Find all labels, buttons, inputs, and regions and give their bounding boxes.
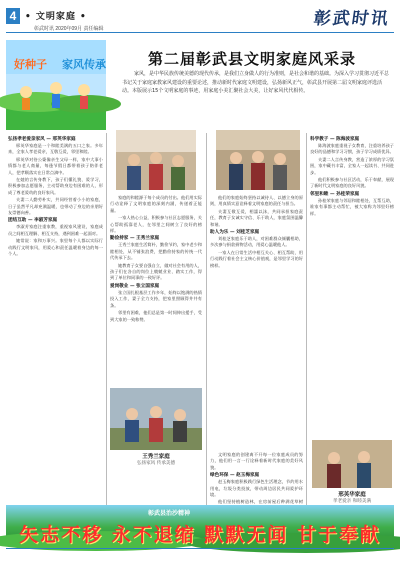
paragraph: 他们积极参与社区活动，乐于奉献，展现了新时代文明家庭的良好风貌。 (310, 177, 394, 189)
article-column-4 (210, 452, 303, 505)
page-header (0, 0, 400, 38)
article-column-1 (8, 135, 103, 503)
footer-rule (6, 548, 394, 549)
paragraph: 夫妻互敬互爱，相濡以沫，共同承担家庭责任，教育子女诚实守信、乐于助人，家庭氛围温馨和谐。 (210, 208, 303, 227)
paragraph: 李淑芳家庭注重家教，重视家风建设，家庭成员之间相互理解、相互支持，遇到困难一起面对。 (8, 224, 103, 236)
subhead: 绿色环保 — 赵玉梅家庭 (210, 473, 260, 479)
subhead: 勤俭持家 — 王秀兰家庭 (110, 236, 160, 242)
subhead: 弘扬孝老爱亲家风 — 邢英华家庭 (8, 137, 76, 142)
banner-illustration (6, 40, 106, 130)
paragraph: 在她的言传身教下，孩子们懂礼貌、爱学习，积极参加志愿服务，主动帮助身边有困难的人，形成了尊老爱幼的良好家风。 (8, 177, 103, 195)
subhead: 团结互助 — 李淑芳家庭 (8, 218, 58, 224)
family-photo-illustration (312, 440, 392, 488)
paragraph: 赵玉梅家庭积极践行绿色生活理念，节约用水用电，垃圾分类投放，带动周边居民共同爱护环境。 (210, 479, 303, 498)
paragraph: 一家人在日常生活中相互关心、相互帮助，用行动践行着社会主义核心价值观，是邻里学习的好榜样。 (210, 249, 303, 268)
subhead: 科学教子 — 陈海波家庭 (310, 137, 360, 142)
column-divider (306, 133, 307, 528)
banner-image (6, 40, 106, 130)
slogan-text: 矢志不移 永不退缩 默默无闻 甘于奉献 (19, 524, 381, 546)
paragraph: 张立国扎根基层工作多年，始终以饱满的热情投入工作，妻子全力支持，把家里照顾得井井有条。 (110, 289, 202, 308)
slogan-caption: 彰武县治沙精神 (148, 510, 191, 517)
paragraph: 她教育子女要自强自立，做对社会有用的人，孩子们在各自的岗位上兢兢业业、踏实工作，得到了单位和同事的一致好评。 (110, 262, 202, 281)
paragraph: 邢英华对待公婆像亲生父母一样，家中大事小情都与老人商量，每逢节假日都带着孩子陪伴老人，把孝顺落实在日常点滴中。 (8, 156, 103, 175)
family-photo-illustration (216, 130, 300, 190)
family-photo (312, 440, 392, 488)
caption-subtitle: 孝老爱亲 和睦美满 (332, 499, 372, 504)
article-column-5 (310, 135, 394, 435)
header-meta: 彰武时讯 2020年09月 责任编辑 (34, 26, 104, 32)
page-number: 4 (6, 8, 20, 24)
paragraph: 刘桂芝家庭乐于助人，对困难群众倾囊相助，多次参与捐款捐物活动，用爱心温暖他人。 (210, 236, 303, 248)
paragraph: 他们的家庭始终坚持以诚待人、以德立身的原则，用真情实意诠释着文明家庭的责任与担当。 (210, 195, 303, 207)
banner-text-2: 家风传承 (62, 58, 106, 71)
section-title: • 文明家庭 • (25, 12, 87, 22)
family-photo (116, 130, 196, 190)
subhead: 爱岗敬业 — 张立国家庭 (110, 283, 160, 289)
paragraph: 孙桂荣家庭与邻居和睦相处，互帮互助，谁家有事都主动帮忙，被大家称为邻里好榜样。 (310, 197, 394, 216)
paragraph: 夫妻二人勤劳朴实，共同经营着小小的家庭，日子虽然平凡却充满温暖，也带动了身边的亲朋好友崇德向善。 (8, 197, 103, 216)
family-photo (216, 130, 300, 190)
subhead: 助人为乐 — 刘桂芝家庭 (210, 230, 260, 236)
paragraph: 文明家庭的创建离不开每一位家庭成员的努力，他们用一言一行诠释着新时代家庭的美好风貌。 (210, 452, 303, 470)
paragraph: 邻里有困难，他们总是第一时间伸出援手，受到大家的一致称赞。 (110, 310, 202, 322)
paragraph: 夫妻二人言传身教，营造了浓厚的学习氛围，家中藏书丰富，全家人一起读书、共同进步。 (310, 156, 394, 175)
article-intro (122, 70, 390, 96)
column-divider (106, 133, 107, 528)
paragraph: 他们坚持植树造林，在房前屋后种满花草树 (218, 499, 303, 505)
paragraph: 王秀兰家庭生活简朴，勤俭节约，家中老少和睦相处，从不铺张浪费，把勤俭持家的传统一代代传承下去。 (110, 242, 202, 261)
caption-title: 王秀兰家庭 (142, 454, 170, 460)
photo-caption (110, 452, 202, 466)
photo-caption (312, 490, 392, 504)
subhead: 邻里和睦 — 孙桂荣家庭 (310, 191, 360, 197)
article-headline: 第二届彰武县文明家庭风采录 (147, 50, 356, 68)
caption-subtitle: 弘扬家风 传承美德 (136, 461, 176, 466)
caption-title: 邢英华家庭 (338, 492, 366, 498)
header-rule (6, 32, 394, 33)
intro-paragraph: 家风，是中华民族传统美德的现代传承，是我们立身做人的行为准则，是社会和谐的基础。为深入学习贯彻习近平总书记关于家庭家教家风建设的重要论述，推动新时代家庭文明建设，弘扬新风正气，彰武县开展第二届文明家庭评选活动。本版展示15个文明家庭的事迹，用家庭小美汇聚社会大美，让好家风代代相传。 (122, 71, 390, 94)
paragraph: 她常说：家和万事兴。家里每个人都以实际行动践行文明家风，用爱心和责任温暖着身边的每一个人。 (8, 238, 103, 257)
family-photo-illustration (116, 130, 196, 190)
paragraph: 陈海波家庭重视子女教育，注重培养孩子良好的品德和学习习惯，孩子学习成绩优异。 (310, 143, 394, 155)
paragraph: 家庭的和睦源于每个成员的付出。他们用实际行动诠释了文明家庭的深刻内涵，传递着正能量。 (110, 195, 202, 213)
article-column-3 (210, 195, 303, 450)
column-divider (206, 133, 207, 528)
article-column-2 (110, 195, 202, 385)
masthead-logo: 彰武时讯 (312, 9, 392, 29)
paragraph: 一家人热心公益，积极参与社区志愿服务，关心帮助孤寡老人，在邻里之间树立了良好的榜样。 (110, 215, 202, 234)
family-photo-illustration (110, 388, 202, 450)
paragraph: 邢英华家庭是一个和睦美满的五口之家。多年来，全家人孝老爱亲，互敬互爱，邻里和睦。 (8, 143, 103, 155)
family-photo (110, 388, 202, 450)
banner-text-1: 好种子 (14, 58, 47, 71)
